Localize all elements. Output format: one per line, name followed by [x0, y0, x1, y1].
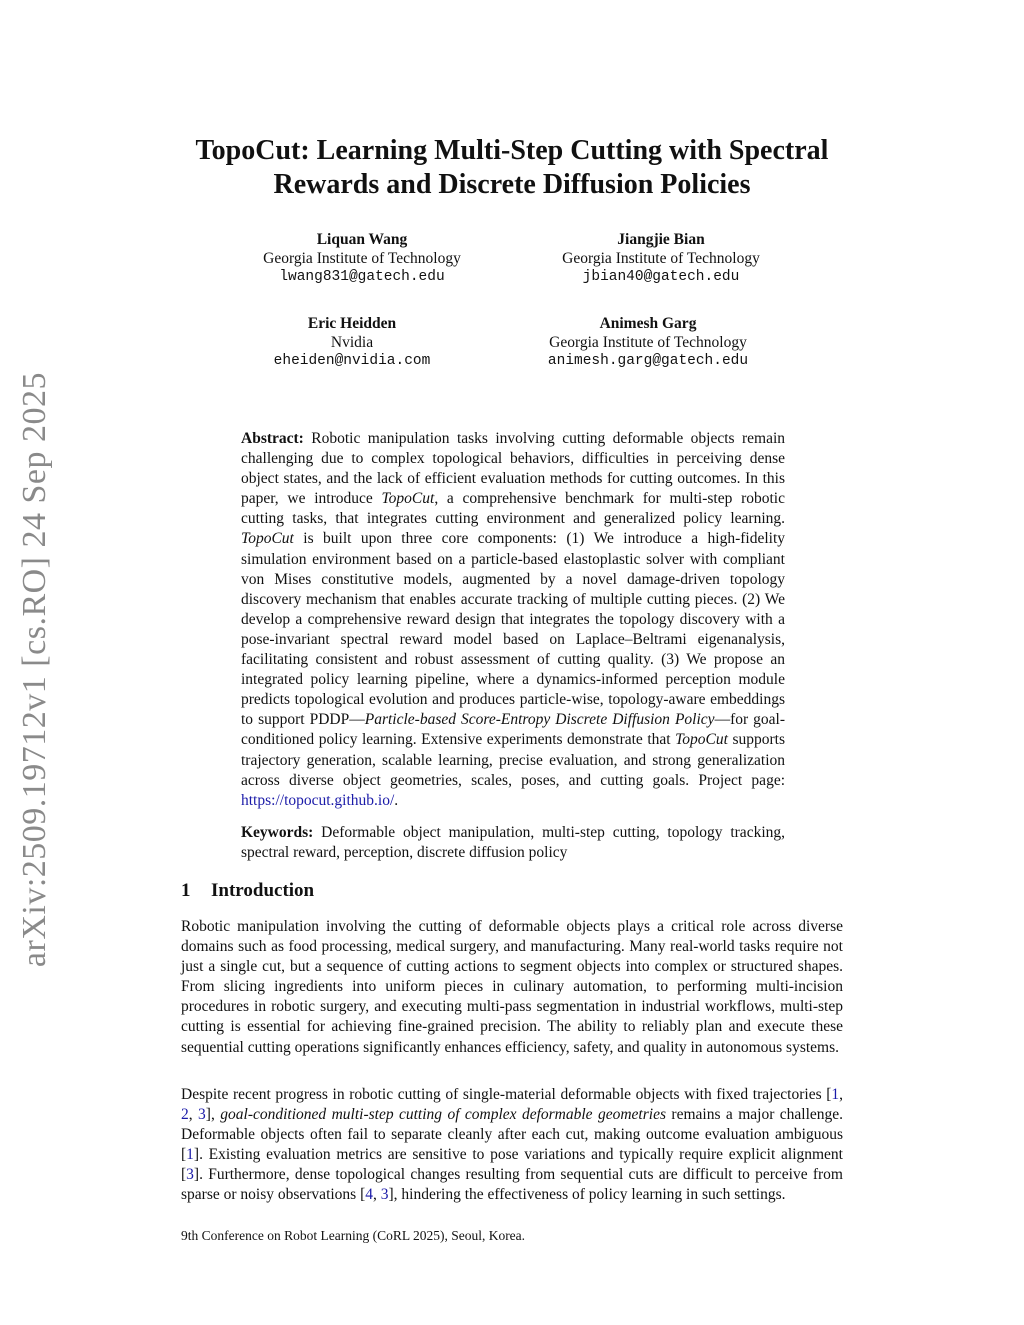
abstract-text-5: supports trajectory generation, scalable learning, precise evaluation, and strong generalization across diverse object geometries, scales, poses, and cutting goals. Project page: — [241, 731, 786, 789]
section-number: 1 — [181, 880, 191, 901]
author-email[interactable]: animesh.garg@gatech.edu — [547, 353, 749, 369]
citation-link[interactable]: 2 — [181, 1106, 189, 1124]
paper-title-line-2: Rewards and Discrete Diffusion Policies — [273, 169, 751, 200]
abstract-topocut-name-1: TopoCut — [381, 490, 435, 508]
abstract-text-3: is built upon three core components: (1) We introduce a high-fidelity simulation environment based on a particle-based elastoplastic solver with compliant von Mises constitutive models, augmented by a novel damage-driven topology discovery mechanism that enables accurate tracking of multiple cutting pieces. (2) We develop a comprehensive reward design that integrates the topology discovery with a pose-invariant spectral reward model based on Laplace–Beltrami eigenanalysis, facilitating consistent and robust assessment of cutting quality. (3) We propose an integrated policy learning pipeline, where a dynamics-informed perception module predicts topological evolution and produces particle-wise, topology-aware embeddings to support PDDP— — [241, 530, 786, 729]
author-name: Liquan Wang — [316, 231, 408, 248]
abstract-text-1: Robotic manipulation tasks involving cutting deformable objects remain challenging due to complex topological behaviors, difficulties in perceiving dense object states, and the lack of efficient evaluation methods for cutting outcomes. In this paper, we introduce — [241, 430, 786, 508]
abstract-text-2: , a comprehensive benchmark for multi-step robotic cutting tasks, that integrates cutting environment and generalized policy learning. — [241, 490, 785, 528]
citation-link[interactable]: 3 — [380, 1186, 389, 1204]
author-name: Animesh Garg — [599, 315, 697, 332]
keywords-text: Deformable object manipulation, multi-step cutting, topology tracking, spectral reward, perception, discrete diffusion policy — [241, 824, 786, 862]
author-affiliation: Georgia Institute of Technology — [263, 249, 461, 267]
keywords — [241, 823, 785, 863]
author-email[interactable]: jbian40@gatech.edu — [582, 269, 740, 285]
abstract-topocut-name-3: TopoCut — [675, 731, 728, 749]
author-block-1 — [212, 231, 512, 287]
citation-link[interactable]: 1 — [186, 1146, 194, 1164]
author-block-3 — [202, 315, 502, 371]
abstract-label: Abstract: — [241, 430, 304, 447]
author-affiliation: Georgia Institute of Technology — [549, 333, 747, 351]
citation-link[interactable]: 3 — [198, 1106, 206, 1124]
para-text: ]. Existing evaluation metrics are sensitive to pose variations and typically require explicit alignment [ — [181, 1146, 843, 1184]
author-email[interactable]: eheiden@nvidia.com — [273, 353, 431, 369]
conference-footnote: 9th Conference on Robot Learning (CoRL 2025), Seoul, Korea. — [181, 1228, 526, 1243]
para-text: ], — [205, 1106, 215, 1124]
abstract — [241, 429, 785, 811]
author-name: Eric Heidden — [307, 315, 397, 332]
para-text: ]. Furthermore, dense topological changes resulting from sequential cuts are difficult to perceive from sparse or noisy observations [ — [181, 1166, 843, 1204]
keywords-label: Keywords: — [241, 824, 314, 841]
paper-title — [150, 134, 874, 202]
author-name: Jiangjie Bian — [617, 231, 705, 248]
introduction-paragraph-1: Robotic manipulation involving the cutting of deformable objects plays a critical role across diverse domains such as food processing, medical surgery, and manufacturing. Many real-world tasks require not just a single cut, but a sequence of cutting actions to segment objects into complex or structured shapes. From slicing ingredients into uniform pieces in culinary automation, to performing multi-incision procedures in robotic surgery, and executing multi-pass segmentation in industrial workflows, multi-step cutting is essential for achieving fine-grained precision. The ability to reliably plan and execute these sequential cutting operations significantly enhances efficiency, safety, and quality in autonomous systems. — [181, 918, 843, 1056]
citation-link[interactable]: 3 — [186, 1166, 194, 1184]
project-page-link[interactable]: https://topocut.github.io/ — [241, 791, 395, 809]
citation-link[interactable]: 4 — [365, 1186, 373, 1204]
abstract-text-4: —for goal-conditioned policy learning. Extensive experiments demonstrate that — [241, 711, 786, 749]
author-affiliation: Georgia Institute of Technology — [562, 249, 760, 267]
section-heading-introduction — [181, 880, 314, 902]
para-text: remains a major challenge. Deformable objects often fail to separate cleanly after each cut, making outcome evaluation ambiguous [ — [181, 1106, 844, 1164]
author-email[interactable]: lwang831@gatech.edu — [279, 269, 445, 285]
author-block-2 — [511, 231, 811, 287]
abstract-topocut-name-2: TopoCut — [241, 530, 294, 548]
para-text: Despite recent progress in robotic cutting of single-material deformable objects with fixed trajectories [ — [181, 1086, 832, 1103]
paper-title-line-1: TopoCut: Learning Multi-Step Cutting with Spectral — [195, 135, 829, 166]
arxiv-identifier-stamp: arXiv:2509.19712v1 [cs.RO] 24 Sep 2025 — [16, 372, 53, 968]
introduction-paragraph-2: Despite recent progress in robotic cutting of single-material deformable objects with fixed trajectories [1, 2, 3], goal-conditioned multi-step cutting of complex deformable geometries remains a major challenge. Deformable objects often fail to separate cleanly after each cut, making outcome evaluation ambiguous [1]. Existing evaluation metrics are sensitive to pose variations and typically require explicit alignment [3]. Furthermore, dense topological changes resulting from sequential cuts are difficult to perceive from sparse or noisy observations [4, 3], hindering the effectiveness of policy learning in such settings. — [181, 1086, 844, 1204]
section-title: Introduction — [211, 880, 315, 901]
abstract-end: . — [394, 791, 399, 809]
para-text: ], hindering the effectiveness of policy learning in such settings. — [388, 1186, 786, 1204]
citation-link[interactable]: 1 — [831, 1086, 840, 1103]
para-emphasis: goal-conditioned multi-step cutting of complex deformable geometries — [220, 1106, 666, 1124]
abstract-pddp-full-name: Particle-based Score-Entropy Discrete Diffusion Policy — [364, 711, 715, 729]
author-affiliation: Nvidia — [330, 333, 374, 351]
author-block-4 — [498, 315, 798, 371]
